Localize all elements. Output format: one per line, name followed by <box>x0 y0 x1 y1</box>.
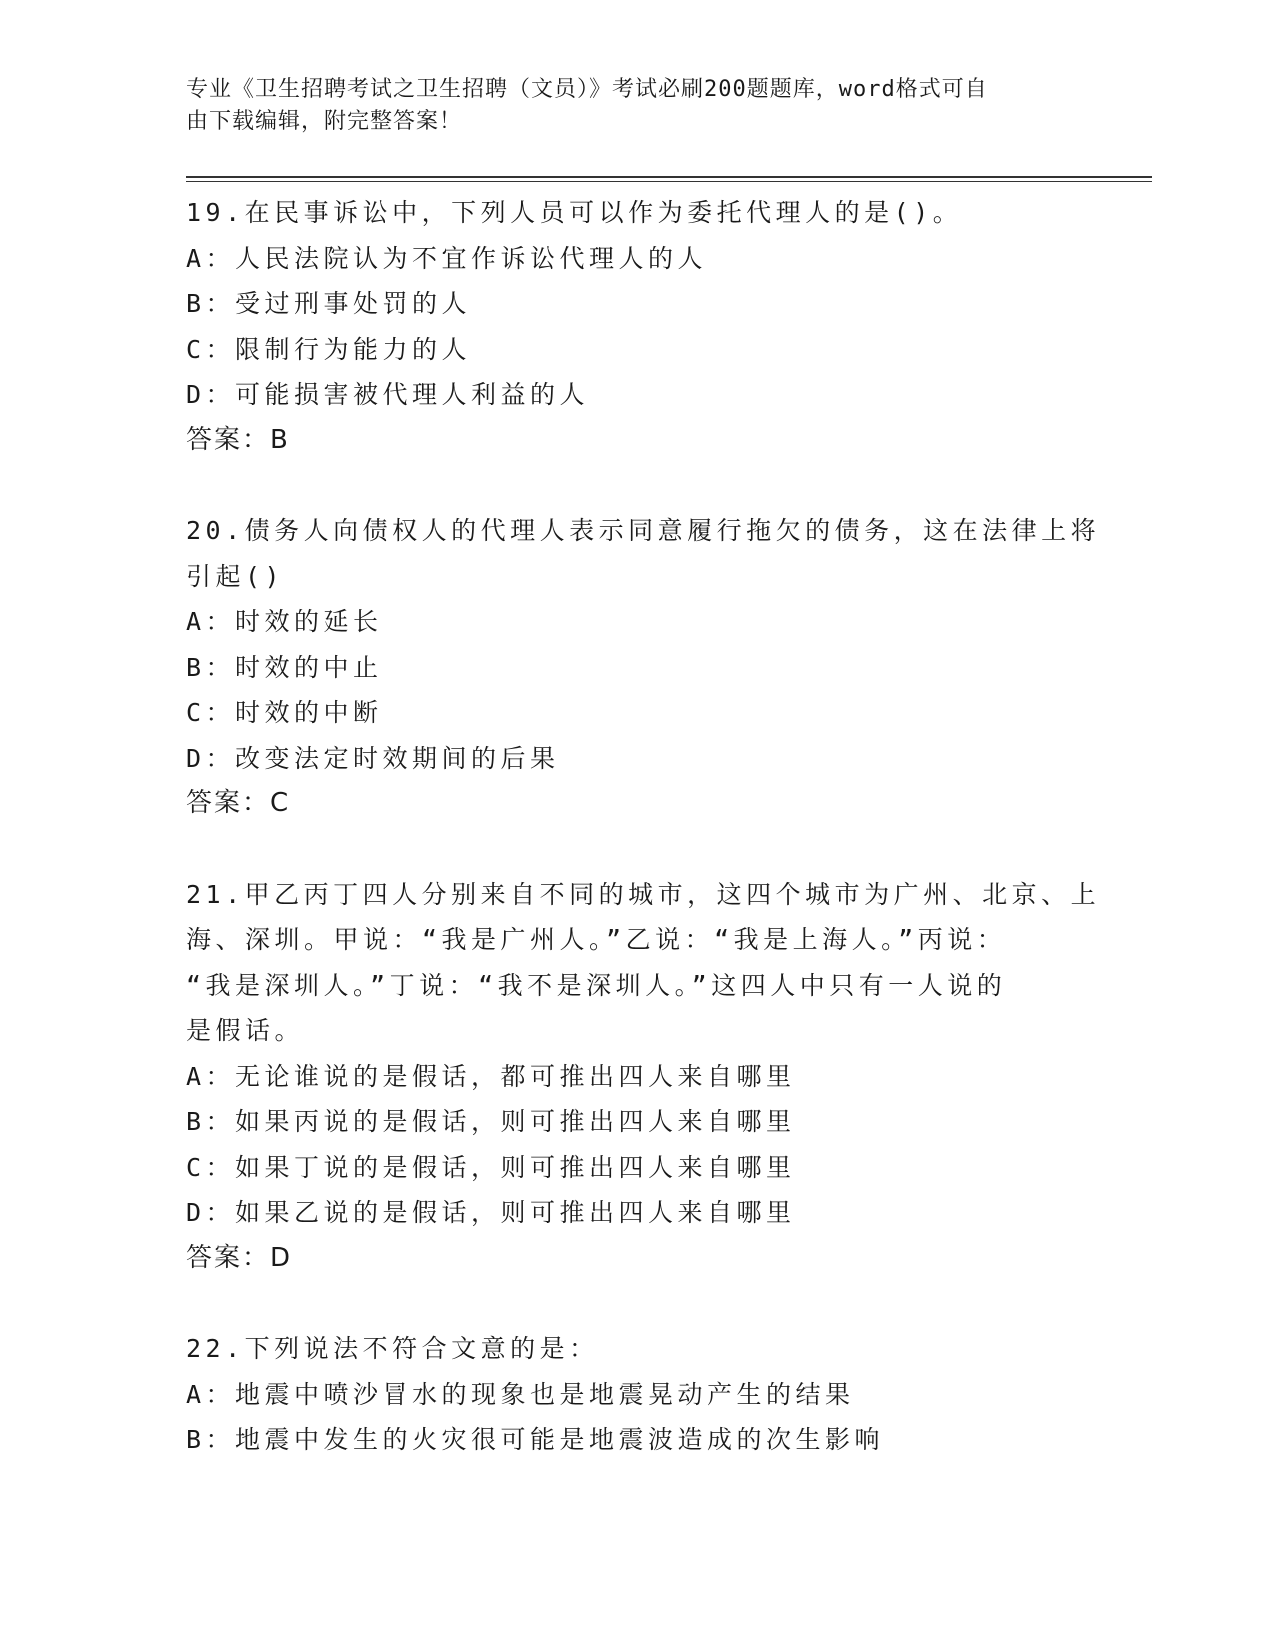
option-a: A：时效的延长 <box>186 607 383 636</box>
answer: 答案：D <box>186 1242 293 1273</box>
question-stem: 21.甲乙丙丁四人分别来自不同的城市，这四个城市为广州、北京、上 <box>186 879 1101 909</box>
question-stem: “我是深圳人。”丁说：“我不是深圳人。”这四人中只有一人说的 <box>186 970 1007 1000</box>
question-stem: 是假话。 <box>186 1016 305 1045</box>
answer: 答案：B <box>186 424 290 455</box>
question-stem: 海、深圳。甲说：“我是广州人。”乙说：“我是上海人。”丙说： <box>186 925 1007 954</box>
question-stem: 20.债务人向债权人的代理人表示同意履行拖欠的债务，这在法律上将 <box>186 516 1101 545</box>
header-divider-thin <box>186 181 1152 182</box>
question-stem: 19.在民事诉讼中，下列人员可以作为委托代理人的是()。 <box>186 198 963 227</box>
question-item <box>186 508 1101 827</box>
header-line-2: 由下载编辑，附完整答案！ <box>186 109 463 134</box>
header-line-1: 专业《卫生招聘考试之卫生招聘（文员）》考试必刷200题题库，word格式可自 <box>186 77 988 102</box>
option-b: B：受过刑事处罚的人 <box>186 289 472 318</box>
option-a: A：地震中喷沙冒水的现象也是地震晃动产生的结果 <box>186 1379 855 1409</box>
answer: 答案：C <box>186 788 291 818</box>
header-divider <box>186 176 1152 178</box>
option-a: A：人民法院认为不宜作诉讼代理人的人 <box>186 243 708 273</box>
option-c: C：时效的中断 <box>186 698 383 727</box>
option-a: A：无论谁说的是假话，都可推出四人来自哪里 <box>186 1061 796 1091</box>
question-item <box>186 190 1086 463</box>
question-item <box>186 872 1101 1282</box>
option-d: D：可能损害被代理人利益的人 <box>186 380 590 409</box>
option-c: C：如果丁说的是假话，则可推出四人来自哪里 <box>186 1152 796 1182</box>
question-stem: 引起() <box>186 561 285 591</box>
document-header <box>186 74 1066 138</box>
option-b: B：时效的中止 <box>186 652 383 682</box>
option-d: D：如果乙说的是假话，则可推出四人来自哪里 <box>186 1198 796 1227</box>
question-stem: 22.下列说法不符合文意的是： <box>186 1334 599 1363</box>
option-b: B：如果丙说的是假话，则可推出四人来自哪里 <box>186 1107 796 1136</box>
question-item <box>186 1326 1086 1463</box>
option-c: C：限制行为能力的人 <box>186 334 472 364</box>
option-b: B：地震中发生的火灾很可能是地震波造成的次生影响 <box>186 1425 885 1454</box>
question-list <box>186 190 1101 1463</box>
option-d: D：改变法定时效期间的后果 <box>186 743 560 773</box>
